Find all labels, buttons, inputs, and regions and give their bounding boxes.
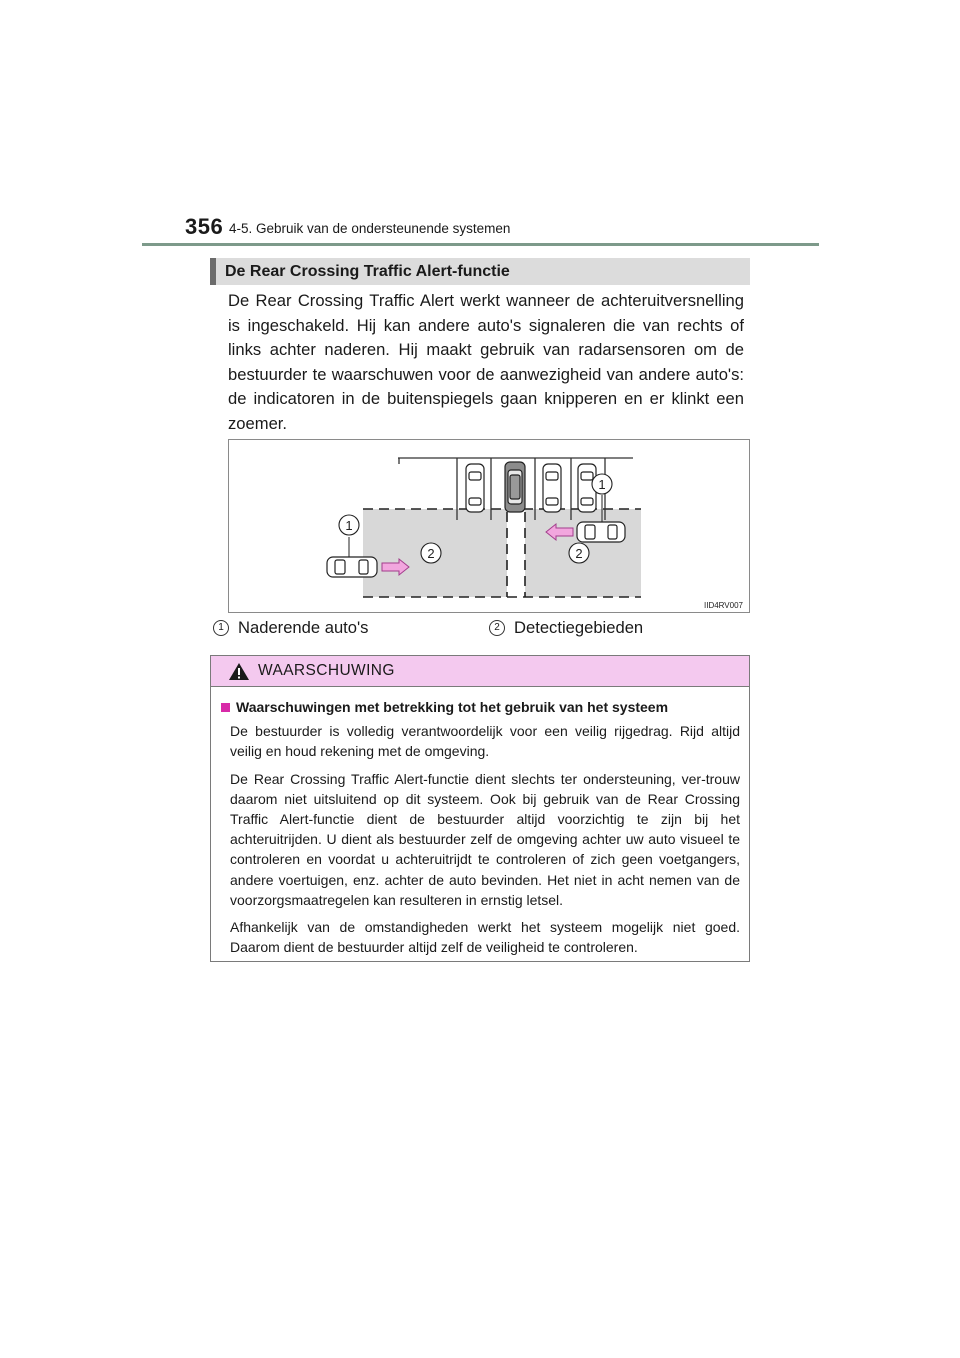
parked-car — [466, 464, 484, 512]
rcta-illustration — [229, 440, 749, 612]
approaching-car-left — [327, 557, 377, 577]
callout-2-right — [569, 543, 589, 563]
warning-body — [211, 687, 749, 957]
legend-number: 1 — [213, 620, 229, 636]
warning-subheading-text: Waarschuwingen met betrekking tot het gebruik van het systeem — [236, 699, 669, 715]
warning-title: WAARSCHUWING — [258, 662, 395, 679]
callout-1-left — [339, 515, 359, 535]
rcta-diagram — [228, 439, 750, 613]
legend-item-detection-areas — [489, 618, 643, 638]
callout-2-right-label: 2 — [575, 546, 583, 561]
parked-car — [543, 464, 561, 512]
section-heading: De Rear Crossing Traffic Alert-functie — [210, 258, 750, 285]
figure-code: IID4RV007 — [704, 601, 743, 610]
callout-1-right — [592, 474, 612, 494]
callout-2-left — [421, 543, 441, 563]
bullet-square-icon — [221, 703, 230, 712]
callout-1-left-label: 1 — [345, 518, 353, 533]
legend-label: Detectiegebieden — [514, 618, 644, 637]
chapter-title: 4-5. Gebruik van de ondersteunende systemen — [229, 221, 511, 236]
callout-1-right-label: 1 — [598, 477, 606, 492]
legend-number: 2 — [489, 620, 505, 636]
legend-item-approaching-cars — [213, 618, 368, 638]
intro-paragraph: De Rear Crossing Traffic Alert werkt wanneer de achteruitversnelling is ingeschakeld. Hij kan andere auto's signaleren die van rechts of links achter naderen. Hij maakt gebruik van radarsensoren om de bestuurder te waarschuwen voor de aanwezigheid van andere auto's: de indicatoren in de buitenspiegels gaan knipperen en er klinkt een zoemer. — [228, 291, 744, 433]
warning-subheading — [221, 697, 740, 717]
page-number: 356 — [185, 214, 224, 239]
warning-paragraph: De bestuurder is volledig verantwoordelijk voor een veilig rijgedrag. Rijd altijd veilig en houd rekening met de omgeving. — [230, 723, 740, 760]
warning-triangle-icon — [228, 662, 250, 681]
approaching-car-right — [577, 522, 625, 542]
warning-paragraph: Afhankelijk van de omstandigheden werkt het systeem mogelijk niet goed. Daarom dient de bestuurder altijd zelf de veiligheid te controleren. — [230, 919, 740, 956]
warning-header — [211, 656, 749, 687]
callout-2-left-label: 2 — [427, 546, 435, 561]
legend-label: Naderende auto's — [238, 618, 369, 637]
header-rule — [142, 243, 819, 246]
own-car — [505, 462, 525, 512]
warning-box — [210, 655, 750, 962]
warning-paragraph: De Rear Crossing Traffic Alert-functie dient slechts ter ondersteuning, ver-trouw daarom niet uitsluitend op dit systeem. Ook bij gebruik van de Rear Crossing Traffic Alert-functie dient de bestuurder altijd voorzichtig te zijn bij het achteruitrijden. U dient als bestuurder zelf de omgeving achter uw auto visueel te controleren en voordat u achteruitrijdt te controleren of zich geen voetgangers, andere voertuigen, enz. achter de auto bevinden. Het niet in acht nemen van de voorzorgsmaatregelen kan resulteren in ernstig letsel. — [230, 770, 740, 908]
